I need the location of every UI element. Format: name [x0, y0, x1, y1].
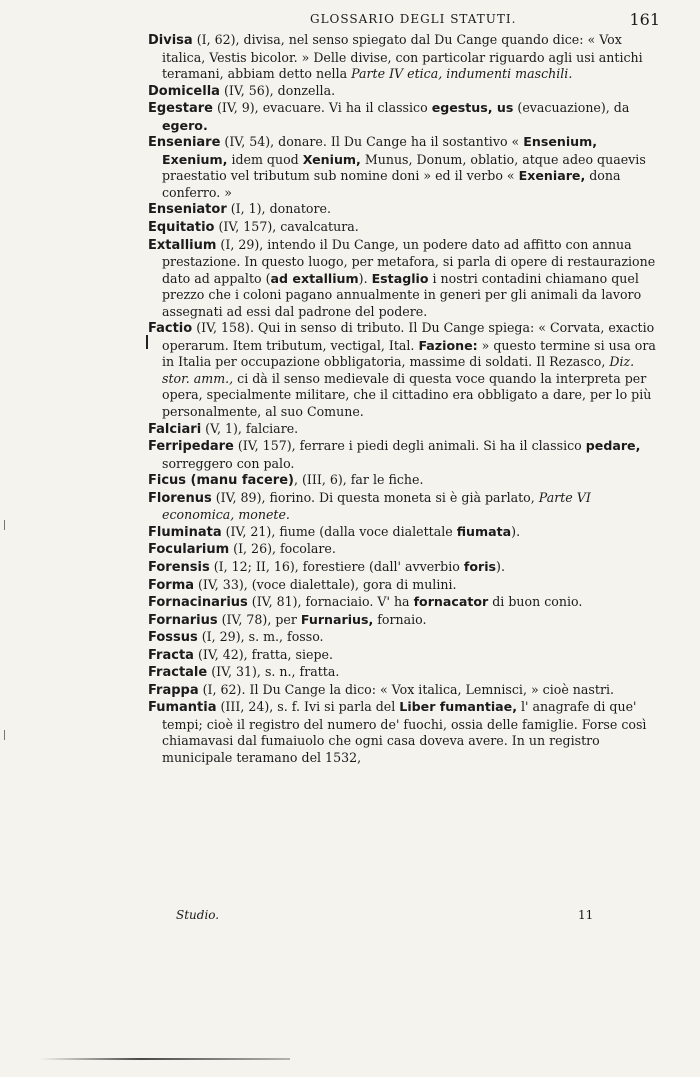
bold-term: egestus, us [431, 100, 514, 116]
entry-text: (IV, 31), s. n., fratta. [207, 664, 340, 680]
bold-term: Furnarius, [300, 611, 374, 627]
running-header [160, 10, 660, 32]
bold-term: Estaglio [371, 270, 429, 286]
entry-text: » questo termine si usa ora in Italia per occupazione obbligatoria, massime di soldati. Il Rezasco, [162, 337, 656, 370]
entry-text: ). [496, 558, 505, 574]
entry-text: (I, 1), donatore. [226, 201, 331, 217]
entry-headword: Focularium [148, 542, 230, 558]
signature-mark: Studio. [176, 908, 220, 922]
entry-headword: Falciari [148, 421, 202, 437]
glossary-entry [148, 438, 662, 472]
entry-headword: Egestare [148, 101, 213, 117]
glossary-entry [148, 682, 662, 700]
bold-term: ad extallium [270, 270, 359, 286]
entry-headword: Florenus [148, 490, 212, 506]
entry-headword: Fumantia [148, 700, 217, 716]
bold-term: fiumata [456, 523, 512, 539]
glossary-entry [148, 524, 662, 542]
glossary-entry [148, 201, 662, 219]
entry-headword: Fluminata [148, 524, 222, 540]
entry-text: (evacuazione), da [513, 100, 630, 116]
entry-headword: Enseniare [148, 135, 221, 151]
entry-text: (IV, 33), (voce dialettale), gora di mulini. [194, 576, 457, 592]
entry-text: , (III, 6), far le fiche. [293, 472, 424, 488]
glossary-entry [148, 612, 662, 630]
entry-text: i nostri contadini chiamano quel prezzo che i coloni pagano annualmente in generi per gli animali da lavoro assegnati ad essi dal padrone del podere. [162, 270, 642, 319]
entry-text: (IV, 56), donzella. [219, 82, 336, 98]
entry-text: (IV, 78), per [217, 611, 301, 627]
bold-term: foris [463, 558, 497, 574]
glossary-entry [148, 647, 662, 665]
italic-reference: Parte VI economica, monete. [162, 489, 591, 523]
entry-headword: Frappa [148, 682, 199, 698]
entry-headword: Fracta [148, 647, 194, 663]
entry-headword: Factio [148, 321, 193, 337]
margin-mark [4, 520, 5, 530]
entry-text: (I, 62). Il Du Cange la dico: « Vox italica, Lemnisci, » cioè nastri. [198, 681, 614, 697]
entry-text: (I, 62), divisa, nel senso spiegato dal Du Cange quando dice: « Vox italica, Vestis bicolor. » Delle divise, con particolar riguardo agli usi antichi teramani, abbiam detto nella [162, 32, 643, 82]
entry-headword: Fractale [148, 665, 208, 681]
scan-edge-line [40, 1058, 290, 1060]
entry-text: (IV, 81), fornaciaio. V' ha [247, 594, 414, 610]
glossary-entry [148, 629, 662, 647]
glossary-entry [148, 490, 662, 524]
entry-text: ). [358, 270, 372, 286]
entry-text: idem quod [227, 151, 303, 167]
entry-text: sorreggero con palo. [162, 455, 295, 471]
glossary-entry [148, 577, 662, 595]
bold-term: Ensenium, Exenium, [162, 134, 598, 167]
entry-headword: Ferripedare [148, 439, 234, 455]
glossary-entry [148, 100, 662, 134]
glossary-entry [148, 559, 662, 577]
entry-headword: Fossus [148, 630, 198, 646]
entry-headword: Fornacinarius [148, 595, 248, 611]
italic-reference: Parte IV etica, indumenti maschili. [351, 66, 573, 82]
entry-text: di buon conio. [488, 594, 583, 610]
sheet-number: 11 [578, 908, 594, 922]
entry-text: l' anagrafe di que' tempi; cioè il registro del numero de' fuochi, ossia delle famiglie. Forse così chiamavasi dal fumaiuolo che ogni casa doveva avere. In un registro municipale teramano del 1532, [162, 699, 647, 765]
bold-term: Xenium, [302, 151, 361, 167]
glossary-entry [148, 541, 662, 559]
glossary-entry [148, 320, 662, 420]
entry-text: (IV, 158). Qui in senso di tributo. Il Du Cange spiega: « Corvata, exactio operarum. Item tributum, vectigal, Ital. [162, 320, 655, 353]
entry-headword: Forma [148, 577, 195, 593]
entry-text: (V, 1), falciare. [201, 420, 299, 436]
entry-text: fornaio. [373, 611, 427, 627]
glossary-entry [148, 472, 662, 490]
bold-term: Liber fumantiae, [399, 699, 517, 715]
entry-text: ci dà il senso medievale di questa voce quando la interpreta per opera, specialmente militare, che il cittadino era obbligato a dare, per lo più personalmente, al suo Comune. [162, 370, 652, 420]
entry-text: (I, 12; II, 16), forestiere (dall' avverbio [209, 558, 464, 574]
entry-headword: Equitatio [148, 220, 215, 236]
entry-text: (IV, 9), evacuare. Vi ha il classico [212, 100, 432, 116]
entry-text: (IV, 157), ferrare i piedi degli animali. Si ha il classico [233, 438, 586, 454]
bold-term: fornacator [413, 594, 489, 610]
glossary-entry [148, 32, 662, 83]
page-number: 161 [629, 10, 660, 29]
glossary-entry [148, 594, 662, 612]
glossary-entry [148, 421, 662, 439]
bold-term: Exeniare, [518, 168, 586, 184]
entry-text: (I, 26), focolare. [229, 541, 336, 557]
margin-mark [146, 335, 148, 349]
glossary-entry [148, 237, 662, 321]
glossary-column [148, 32, 662, 767]
italic-reference: Diz. stor. amm., [162, 354, 635, 386]
entry-text: dona conferro. » [162, 168, 621, 200]
entry-headword: Ficus (manu facere) [148, 473, 294, 489]
running-title: GLOSSARIO DEGLI STATUTI. [310, 12, 517, 26]
glossary-entry [148, 664, 662, 682]
glossary-entry [148, 219, 662, 237]
entry-text: (IV, 42), fratta, siepe. [193, 646, 333, 662]
glossary-entry [148, 83, 662, 101]
entry-text: (III, 24), s. f. Ivi si parla del [216, 699, 400, 715]
entry-text: ). [511, 523, 521, 539]
entry-text: (I, 29), intendo il Du Cange, un podere dato ad affitto con annua prestazione. In questo luogo, per metafora, si parla di opere di restaurazione dato ad appalto ( [162, 236, 656, 286]
page-footer [148, 908, 662, 928]
entry-text: (IV, 54), donare. Il Du Cange ha il sostantivo « [220, 134, 524, 150]
entry-text: (IV, 157), cavalcatura. [214, 219, 359, 235]
entry-headword: Fornarius [148, 612, 218, 628]
margin-mark [4, 730, 5, 740]
bold-term: pedare, [585, 438, 641, 454]
bold-term: egero. [162, 117, 208, 133]
entry-text: (IV, 21), fiume (dalla voce dialettale [221, 523, 457, 539]
entry-headword: Enseniator [148, 202, 227, 218]
entry-headword: Extallium [148, 237, 217, 253]
entry-headword: Divisa [148, 33, 193, 48]
entry-text: (I, 29), s. m., fosso. [197, 629, 324, 645]
entry-text: Munus, Donum, oblatio, atque adeo quaevis praestatio vel tributum sub nomine doni » ed il verbo « [162, 151, 646, 184]
bold-term: Fazione: [418, 337, 478, 353]
glossary-entry [148, 699, 662, 766]
entry-headword: Forensis [148, 559, 210, 575]
entry-headword: Domicella [148, 83, 220, 99]
glossary-entry [148, 134, 662, 201]
entry-text: (IV, 89), fiorino. Di questa moneta si è già parlato, [211, 489, 539, 505]
